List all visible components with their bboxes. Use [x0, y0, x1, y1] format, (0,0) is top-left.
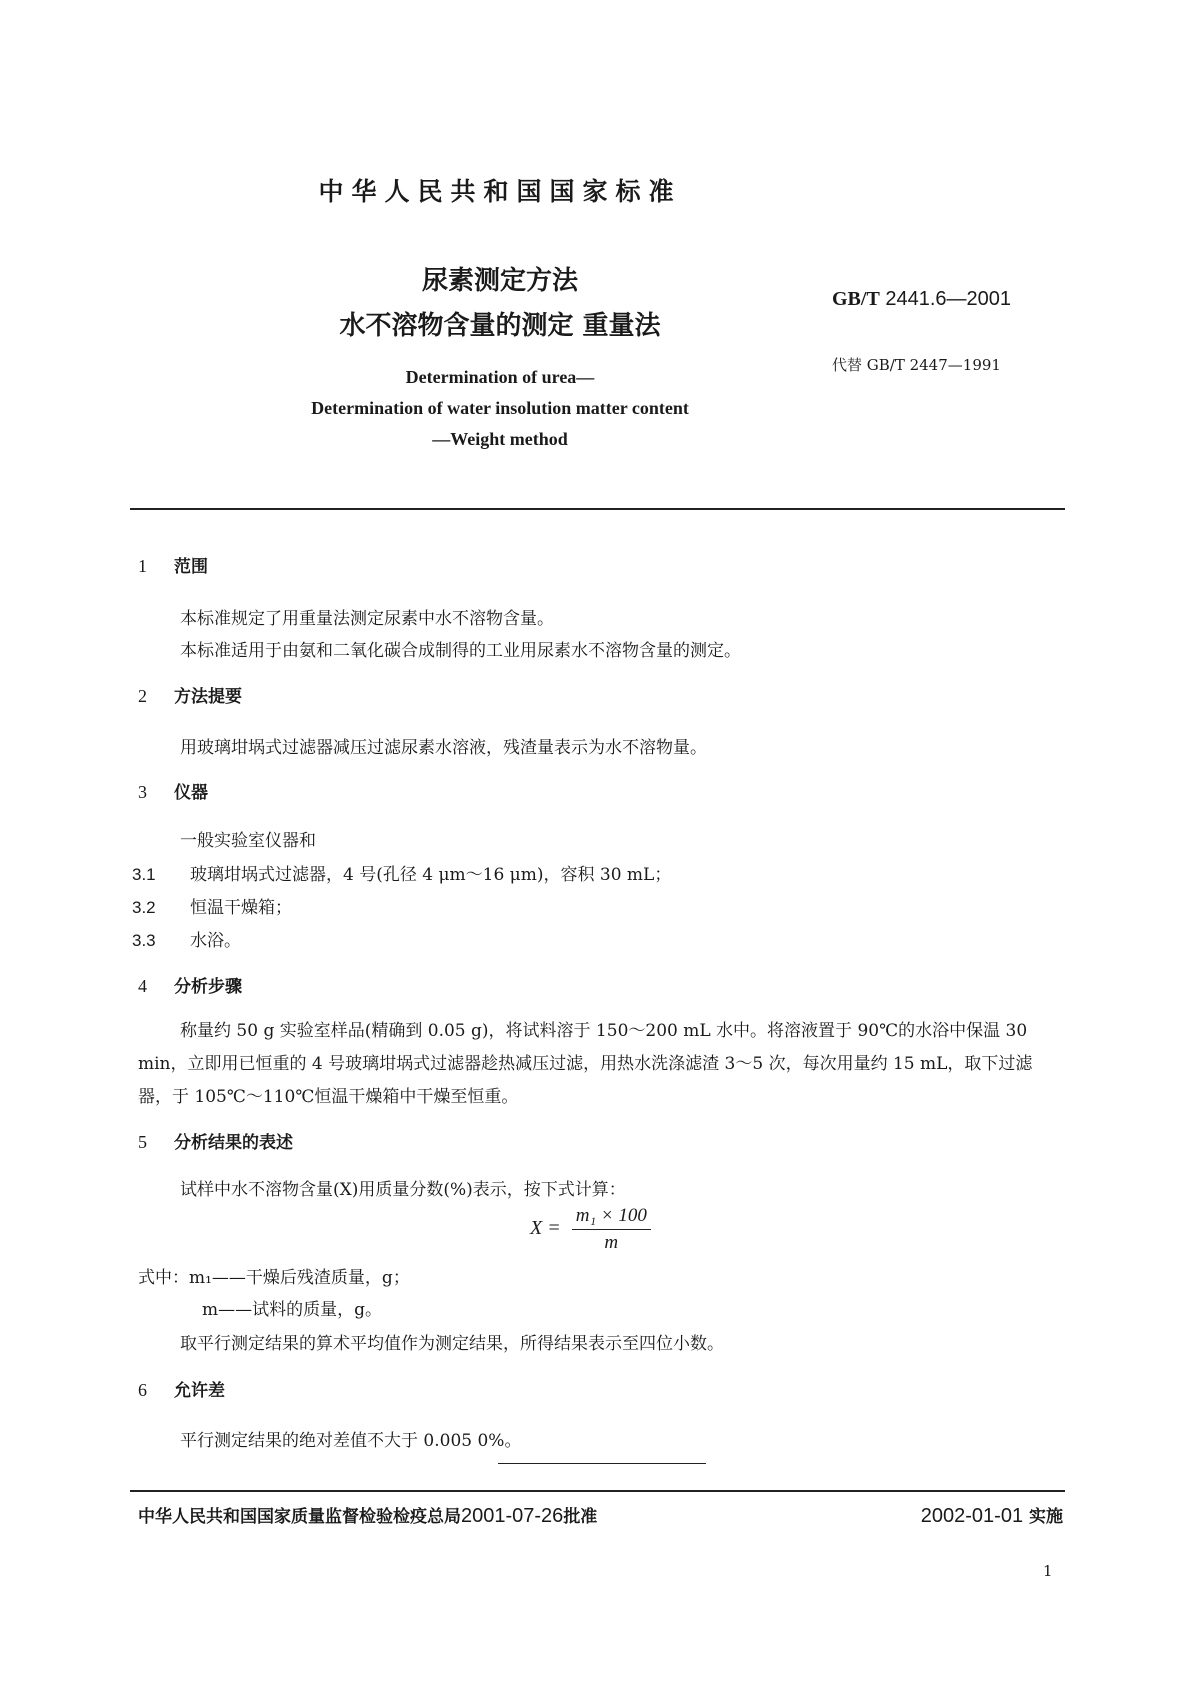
section-3-intro: 一般实验室仪器和 — [180, 831, 316, 851]
section-4-heading — [138, 972, 242, 997]
where-line-1 — [138, 1263, 410, 1288]
header-divider — [130, 508, 1065, 510]
section-4-para-1 — [138, 1015, 1063, 1114]
page-number: 1 — [1043, 1562, 1053, 1580]
title-en-line2: Determination of water insolution matter content — [311, 398, 689, 418]
section-5-para-2: 取平行测定结果的算术平均值作为测定结果，所得结果表示至四位小数。 — [180, 1334, 724, 1354]
approval-suffix: 批准 — [563, 1507, 598, 1527]
item-3-3-text: 水浴。 — [190, 931, 241, 951]
section-6-title: 允许差 — [174, 1381, 225, 1401]
item-3-1 — [132, 860, 671, 885]
section-4-para-1-text: 称量约 50 g 实验室样品(精确到 0.05 g)，将试料溶于 150～200 mL 水中。将溶液置于 90℃的水浴中保温 30 min，立即用已恒重的 4 号玻璃坩埚式过滤器趁热减压过滤，用热水洗涤滤渣 3～5 次，每次用量约 15 mL，取下过滤器，于 105℃～110℃恒温干燥箱中干燥至恒重。 — [138, 1021, 1033, 1107]
item-3-3-number: 3.3 — [132, 931, 156, 950]
standard-prefix: GB/T — [832, 288, 880, 310]
title-cn-line1: 尿素测定方法 — [421, 266, 578, 296]
title-en-line1: Determination of urea— — [405, 367, 595, 387]
where-label: 式中： — [138, 1268, 189, 1288]
item-3-2 — [132, 893, 292, 918]
section-2-number: 2 — [138, 686, 147, 706]
formula-lhs: X = — [530, 1217, 561, 1240]
title-cn-line2: 水不溶物含量的测定 重量法 — [339, 311, 661, 341]
approval-line — [138, 1502, 597, 1528]
section-6-heading — [138, 1376, 225, 1401]
replaces-standard: 代替 GB/T 2447—1991 — [832, 356, 1001, 374]
section-4-title: 分析步骤 — [174, 977, 242, 997]
section-5-para-1: 试样中水不溶物含量(X)用质量分数(%)表示，按下式计算： — [180, 1180, 626, 1200]
section-5-number: 5 — [138, 1132, 147, 1152]
item-3-2-text: 恒温干燥箱； — [190, 898, 292, 918]
item-3-3 — [132, 926, 241, 951]
section-2-heading — [138, 682, 242, 707]
item-3-1-text: 玻璃坩埚式过滤器，4 号(孔径 4 μm～16 μm)，容积 30 mL； — [190, 865, 672, 885]
section-1-number: 1 — [138, 556, 147, 576]
national-standard-heading: 中华人民共和国国家标准 — [318, 177, 682, 206]
implementation-date: 2002-01-01 — [920, 1505, 1024, 1527]
section-4-number: 4 — [138, 976, 147, 996]
approval-authority: 中华人民共和国国家质量监督检验检疫总局 — [138, 1507, 461, 1527]
section-1-heading — [138, 552, 208, 577]
section-1-title: 范围 — [174, 557, 208, 577]
section-1-para-2: 本标准适用于由氨和二氧化碳合成制得的工业用尿素水不溶物含量的测定。 — [180, 641, 741, 661]
section-3-heading — [138, 778, 208, 803]
formula-fraction — [572, 1205, 651, 1254]
section-5-title: 分析结果的表述 — [174, 1133, 293, 1153]
item-3-1-number: 3.1 — [132, 865, 156, 884]
where-def-2: m——试料的质量，g。 — [202, 1300, 383, 1320]
section-1-para-1: 本标准规定了用重量法测定尿素中水不溶物含量。 — [180, 609, 554, 629]
section-6-number: 6 — [138, 1380, 147, 1400]
standard-number — [832, 288, 1011, 311]
section-2-para-1: 用玻璃坩埚式过滤器减压过滤尿素水溶液，残渣量表示为水不溶物量。 — [180, 738, 707, 758]
formula — [530, 1205, 651, 1254]
formula-numerator: m₁ × 100 — [572, 1205, 651, 1230]
standard-code: 2441.6—2001 — [885, 288, 1012, 310]
implementation-suffix: 实施 — [1029, 1507, 1063, 1527]
section-3-number: 3 — [138, 782, 147, 802]
where-def-1: m₁——干燥后残渣质量，g； — [189, 1268, 410, 1288]
formula-denominator: m — [604, 1232, 619, 1253]
section-5-heading — [138, 1128, 293, 1153]
implementation-line — [921, 1502, 1063, 1528]
end-of-text-rule — [498, 1463, 706, 1464]
title-en-line3: —Weight method — [432, 429, 568, 449]
section-2-title: 方法提要 — [174, 687, 242, 707]
approval-date: 2001-07-26 — [461, 1505, 564, 1527]
section-3-title: 仪器 — [174, 783, 208, 803]
section-6-para-1: 平行测定结果的绝对差值不大于 0.005 0%。 — [180, 1431, 522, 1451]
item-3-2-number: 3.2 — [132, 898, 156, 917]
footer-divider — [130, 1490, 1065, 1492]
